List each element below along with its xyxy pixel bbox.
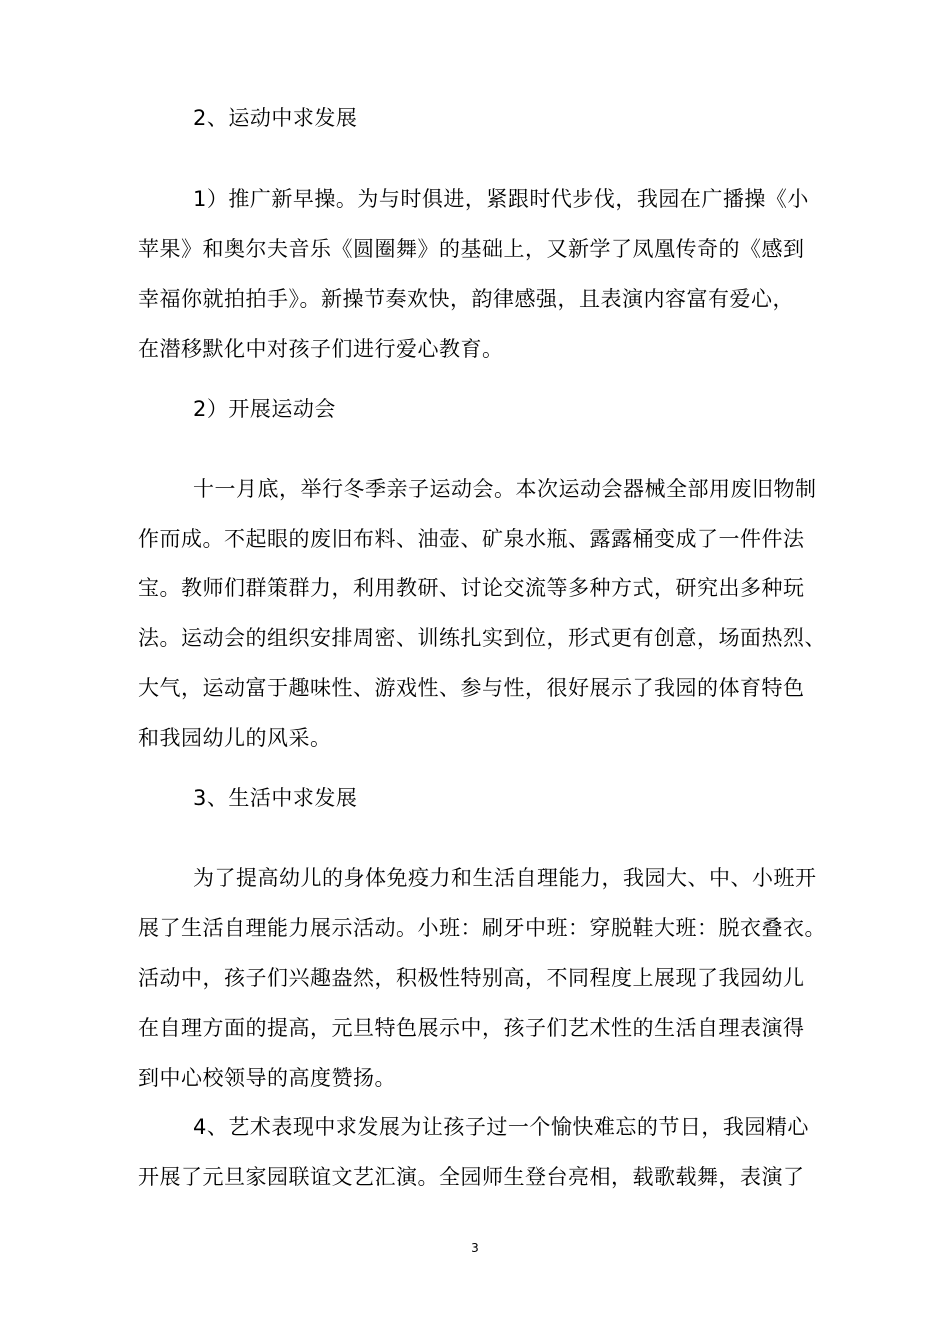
paragraph-line: 宝。教师们群策群力，利用教研、讨论交流等多种方式，研究出多种玩 <box>138 576 805 600</box>
paragraph-line: 活动中，孩子们兴趣盎然，积极性特别高，不同程度上展现了我园幼儿 <box>138 966 805 990</box>
paragraph-line: 在潜移默化中对孩子们进行爱心教育。 <box>138 337 504 361</box>
page-number: 3 <box>471 1241 479 1255</box>
paragraph-line: 为了提高幼儿的身体免疫力和生活自理能力，我园大、中、小班开 <box>193 866 817 890</box>
paragraph-line: 到中心校领导的高度赞扬。 <box>138 1066 396 1090</box>
paragraph-line: 和我园幼儿的风采。 <box>138 726 332 750</box>
paragraph-line: 十一月底，举行冬季亲子运动会。本次运动会器械全部用废旧物制 <box>193 477 817 501</box>
paragraph-line: 开展了元旦家园联谊文艺汇演。全园师生登台亮相，载歌载舞，表演了 <box>138 1165 805 1189</box>
subheading-sports-meet: 2）开展运动会 <box>193 397 336 421</box>
paragraph-line: 1）推广新早操。为与时俱进，紧跟时代步伐，我园在广播操《小 <box>193 187 809 211</box>
section-heading-sports: 2、运动中求发展 <box>193 106 358 130</box>
paragraph-line: 展了生活自理能力展示活动。小班：刷牙中班：穿脱鞋大班：脱衣叠衣。 <box>138 916 826 940</box>
section-heading-art: 4、艺术表现中求发展为让孩子过一个愉快难忘的节日，我园精心 <box>193 1115 809 1139</box>
paragraph-line: 苹果》和奥尔夫音乐《圆圈舞》的基础上，又新学了凤凰传奇的《感到 <box>138 237 805 261</box>
paragraph-line: 在自理方面的提高，元旦特色展示中，孩子们艺术性的生活自理表演得 <box>138 1016 805 1040</box>
section-heading-life: 3、生活中求发展 <box>193 786 358 810</box>
paragraph-line: 法。运动会的组织安排周密、训练扎实到位，形式更有创意，场面热烈、 <box>138 626 826 650</box>
paragraph-line: 幸福你就拍拍手》。新操节奏欢快，韵律感强，且表演内容富有爱心， <box>138 287 794 311</box>
paragraph-line: 作而成。不起眼的废旧布料、油壶、矿泉水瓶、露露桶变成了一件件法 <box>138 527 805 551</box>
paragraph-line: 大气，运动富于趣味性、游戏性、参与性，很好展示了我园的体育特色 <box>138 676 805 700</box>
